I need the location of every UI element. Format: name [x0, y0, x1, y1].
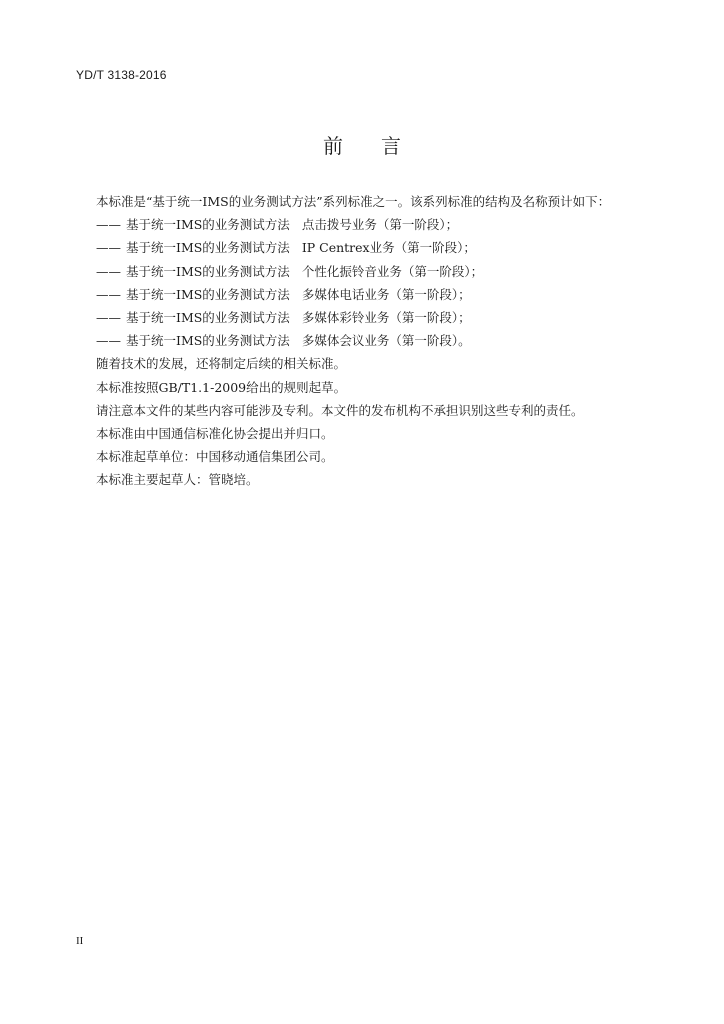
- item-main-title: 基于统一IMS的业务测试方法: [126, 286, 290, 302]
- paragraph-main-drafters: 本标准主要起草人：管晓培。: [96, 472, 259, 488]
- paragraph-patent-notice: 请注意本文件的某些内容可能涉及专利。本文件的发布机构不承担识别这些专利的责任。: [96, 402, 584, 418]
- item-main-title: 基于统一IMS的业务测试方法: [126, 240, 290, 256]
- item-dash: ——: [96, 286, 121, 302]
- foreword-body: [96, 190, 656, 491]
- page-title: 前言: [323, 134, 439, 158]
- paragraph-proposer: 本标准由中国通信标准化协会提出并归口。: [96, 425, 334, 441]
- item-subtitle: 点击拨号业务（第一阶段）；: [301, 217, 459, 233]
- series-item: [96, 329, 656, 352]
- paragraph-drafting-rules: 本标准按照GB/T1.1-2009给出的规则起草。: [96, 379, 347, 395]
- item-subtitle: 多媒体电话业务（第一阶段）；: [301, 286, 471, 302]
- item-subtitle: IP Centrex业务（第一阶段）；: [301, 240, 476, 256]
- item-main-title: 基于统一IMS的业务测试方法: [126, 217, 290, 233]
- paragraph-future-standards: 随着技术的发展，还将制定后续的相关标准。: [96, 356, 347, 372]
- page-number: II: [76, 935, 84, 947]
- series-item: [96, 213, 656, 236]
- series-item: [96, 260, 656, 283]
- item-dash: ——: [96, 263, 121, 279]
- item-main-title: 基于统一IMS的业务测试方法: [126, 263, 290, 279]
- item-dash: ——: [96, 217, 121, 233]
- paragraph-drafting-unit: 本标准起草单位：中国移动通信集团公司。: [96, 449, 334, 465]
- item-main-title: 基于统一IMS的业务测试方法: [126, 309, 290, 325]
- item-dash: ——: [96, 240, 121, 256]
- item-subtitle: 个性化振铃音业务（第一阶段）；: [301, 263, 484, 279]
- item-subtitle: 多媒体会议业务（第一阶段）。: [301, 333, 471, 349]
- item-dash: ——: [96, 309, 121, 325]
- series-item: [96, 236, 656, 259]
- item-main-title: 基于统一IMS的业务测试方法: [126, 333, 290, 349]
- intro-paragraph: 本标准是“基于统一IMS的业务测试方法”系列标准之一。该系列标准的结构及名称预计如下：: [96, 194, 611, 209]
- series-item: [96, 306, 656, 329]
- item-subtitle: 多媒体彩铃业务（第一阶段）；: [301, 309, 471, 325]
- series-item: [96, 283, 656, 306]
- standard-code: YD/T 3138-2016: [76, 68, 167, 82]
- item-dash: ——: [96, 333, 121, 349]
